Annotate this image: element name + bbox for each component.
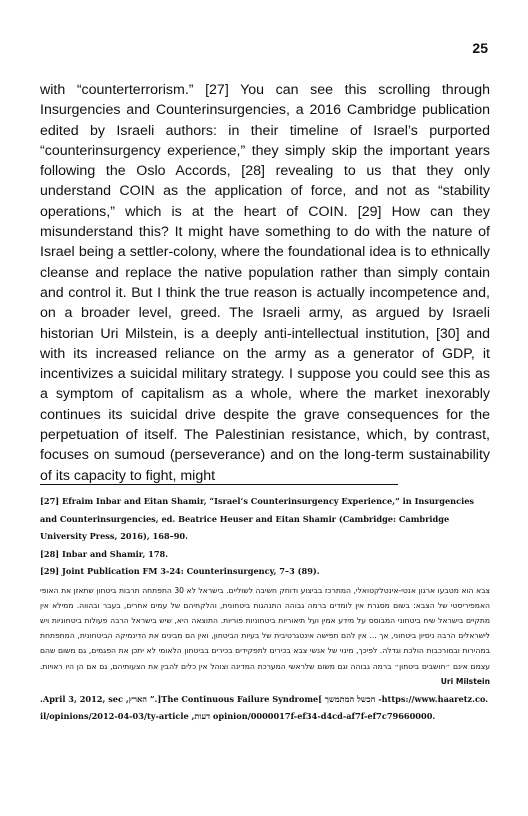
body-paragraph: with “counterterrorism.” [27] You can see this scrolling through Insurgencies and Counterinsurgencies, a 2016 Cambridge publication edited by Israeli authors: in their timeline of Israel’s purported “counterinsurgency experience,” they simply skip the important years following the Oslo Accords, [28] revealing to us that they only understand COIN as the application of force, and not as “stability operations,” which is at the heart of COIN. [29] How can they misunderstand this? It might have something to do with the nature of Israel being a settler-colony, where the foundational idea is to ethnically cleanse and replace the native population rather than simply contain and control it. But I think the true reason is actually incompetence and, on a broader level, greed. The Israeli army, as argued by Israeli historian Uri Milstein, is a deeply anti-intellectual institution, [30] and with its increased reliance on the army as a generator of GDP, it incentivizes a suicidal military strategy. I suppose you could see this as a symptom of capitalism as a whole, where the market inexorably continues its suicidal drive despite the grave consequences for the perpetuation of itself. The Palestinian resistance, which, by contrast, focuses on sumoud (perseverance) and on the long-term sustainability of its capacity to fight, might [40,82,490,484]
footnote-30-citation: .April 3, 2012, sec ,הארץ ”.]The Continuous Failure Syndrome[ הכשל המתמשך -https://www.haaretz.co.il/opinions/2012-04-03/ty-article ,דעות opinion/0000017f-ef34-d4cd-af7f-ef7c79660000. [40,693,489,722]
footnote-27: [27] Efraim Inbar and Eitan Shamir, “Israel’s Counterinsurgency Experience,” in Insurgencies and Counterinsurgencies, ed. Beatrice Heuser and Eitan Shamir (Cambridge: Cambridge University Press, 2016), 168–90. [40,496,475,541]
footnote-30-hebrew [40,583,490,689]
footnote-divider [40,484,398,485]
page-number: 25 [472,40,488,56]
footnote-28: [28] Inbar and Shamir, 178. [40,548,169,559]
footnote-29: [29] Joint Publication FM 3-24: Counterinsurgency, 7–3 (89). [40,566,320,576]
footnotes [40,493,490,726]
footnote-30-hebrew-text: צבא הוא מטבעו ארגון אנטי-אינטלקטואלי, המתרכז בביצוע ודוחק חשיבה לשוליים. בישראל לא 30 התפתחה תרבות ביטחון שתאזן את האופי האמפיריסטי של הצבא: בשום מסגרת אין לומדים ברמה גבוהה התנהגות ביטחונית, והלקחיהם של עמים אחרים, בעבר ובהווה. ממילא אין מתקיים בישראל שיח ביטחוני המבוסס על מידע אמין ועל תיאוריות ביטחוניות פוריות. התוצאה היא, שיש בישראל הרבה פעולות ביטחוניות ויש לישראלים הרבה ניסיון ביטחוני, אך ... אין להם תפישה אינטגרטיבית של בעיות הביטחון, ואין הם מבינים את הדינמיקה הביטחונית, המתפתחת במהירות ובמורכבות הולכת וגדלה. לפיכך, מינוי של אנשי צבא בכירים לתפקידים בכירים בביטחון הלאומי לא יתכן את הפגמים, גם משום שהם עצמם אינם ״חושבים ביטחון״ ברמה גבוהה וגם משום שלראשי המערכת המדינה וצוהל אין כלים להבין את הצעותיהם, גם אם הן היו ראויות. [40,585,490,671]
footnote-30-author: Uri Milstein [440,676,490,686]
